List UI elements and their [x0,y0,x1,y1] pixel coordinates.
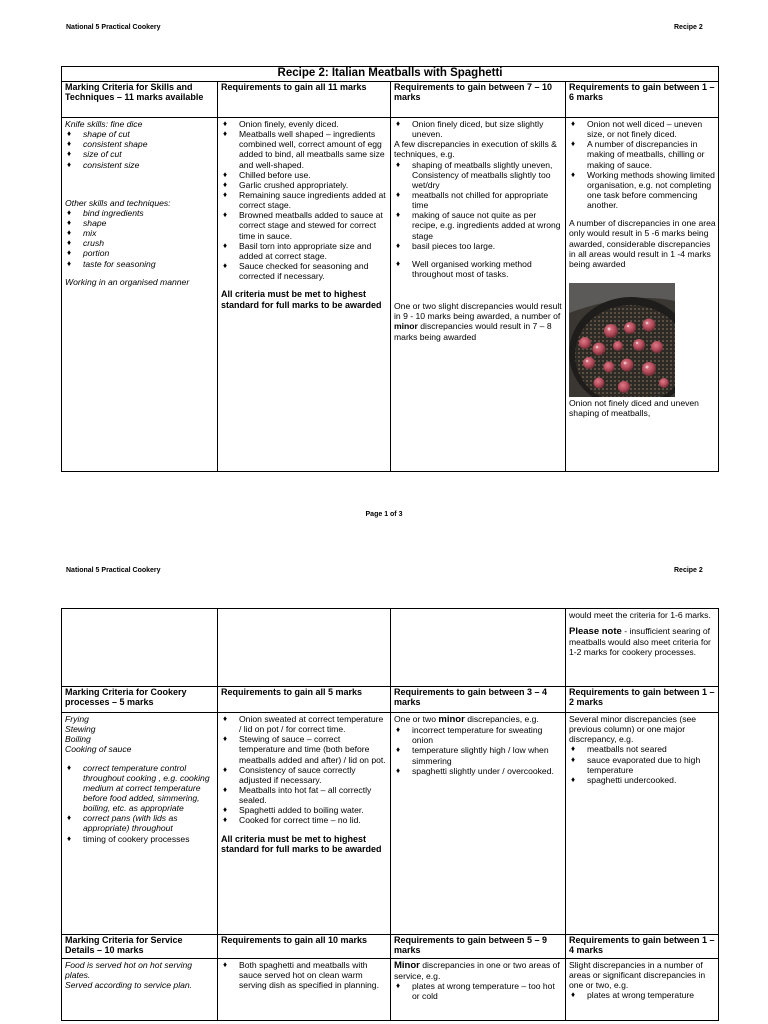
list-item: ♦ making of sauce not quite as per recipe, e.g. ingredients added at wrong stage [394,210,562,240]
cook-header-mid-marks: Requirements to gain between 3 – 4 marks [391,687,566,713]
list-item: ♦ temperature slightly high / low when simmering [394,745,562,765]
mid-intro: A few discrepancies in execution of skills & techniques, e.g. [394,139,557,160]
cook-mid-intro-a: One or two [394,714,439,724]
page-header-right-2: Recipe 2 [674,567,703,574]
cook-header-criteria: Marking Criteria for Cookery processes – 5 marks [62,687,218,713]
service-line: Served according to service plan. [65,980,193,991]
mid-summary [394,301,562,342]
cook-mid-intro [394,714,562,725]
mid-marks-cell [391,118,566,472]
cont-text: would meet the criteria for 1-6 marks. [569,610,711,620]
list-item: ♦ Garlic crushed appropriately. [221,180,387,190]
list-item: ♦ spaghetti slightly under / overcooked. [394,766,562,776]
service-header-all-marks: Requirements to gain all 10 marks [218,935,391,959]
all-marks-cell [218,118,391,472]
cook-all-marks-cell [218,713,391,935]
service-all-marks-cell [218,959,391,1021]
service-low-marks-cell [566,959,719,1021]
cook-line: Cooking of sauce [65,744,132,755]
please-note [569,626,715,657]
service-mid-intro [394,960,562,981]
service-criteria-cell [62,959,218,1021]
list-item: ♦ Stewing of sauce – correct temperature and time (both before meatballs added and after) / lid on pot. [221,734,387,764]
cook-line: Frying [65,714,89,724]
cook-low-list [569,744,715,785]
service-mid-list [394,981,562,1001]
list-item: ♦ plates at wrong temperature – too hot or cold [394,981,562,1001]
page-footer: Page 1 of 3 [365,511,403,518]
please-note-text: - insufficient searing of meatballs would also meet criteria for 1-2 marks for cookery processes. [569,626,711,658]
mid-summary-minor: minor [394,321,418,332]
list-item: ♦ Meatballs into hot fat – all correctly sealed. [221,785,387,805]
all-marks-list [221,119,387,281]
cont-blank-2 [218,609,391,687]
col-header-low-marks: Requirements to gain between 1 – 6 marks [566,82,719,118]
list-item: ♦ timing of cookery processes [65,834,214,844]
cook-line: Stewing [65,724,96,735]
mid-summary-a: One or two slight discrepancies would result in 9 - 10 marks being awarded, a number of [394,301,562,322]
cook-mid-intro-b: discrepancies, e.g. [464,714,539,724]
list-item: ♦ basil pieces too large. [394,241,562,251]
list-item: ♦ spaghetti undercooked. [569,775,715,785]
list-item: ♦ correct temperature control throughout cooking , e.g. cooking medium at correct temperature before food added, simmering, boiling, etc. as appropriate [65,763,214,814]
list-item: ♦ portion [65,248,214,258]
list-item: ♦ correct pans (with lids as appropriate) throughout [65,813,214,833]
knife-skills-label: Knife skills: fine dice [65,119,143,129]
cook-line: Boiling [65,734,91,745]
service-all-list [221,960,387,990]
list-item: ♦ Browned meatballs added to sauce at correct stage and stewed for correct time in sauce. [221,210,387,240]
cont-blank-1 [62,609,218,687]
list-item: ♦ Cooked for correct time – no lid. [221,815,387,825]
please-note-label: Please note [569,626,622,638]
low-summary: A number of discrepancies in one area only would result in 5 -6 marks being awarded, considerable discrepancies in all areas would result in 1 -4 marks being awarded [569,218,716,269]
list-item: ♦ Well organised working method throughout most of tasks. [394,259,562,279]
list-item: ♦ crush [65,238,214,248]
list-item: ♦ shape of cut [65,129,214,139]
list-item: ♦ Onion not well diced – uneven size, or not finely diced. [569,119,716,139]
knife-skills-list [65,129,214,170]
page-header-left: National 5 Practical Cookery [66,24,161,31]
cook-mid-list [394,725,562,776]
organised-manner-label: Working in an organised manner [65,276,190,287]
list-item: ♦ shaping of meatballs slightly uneven, Consistency of meatballs slightly too wet/dry [394,160,562,190]
service-header-criteria: Marking Criteria for Service Details – 10 marks [62,935,218,959]
service-header-low-marks: Requirements to gain between 1 – 4 marks [566,935,719,959]
list-item: ♦ plates at wrong temperature [569,990,715,1000]
list-item: ♦ Remaining sauce ingredients added at correct stage. [221,190,387,210]
list-item: ♦ taste for seasoning [65,259,214,269]
service-line: Food is served hot on hot serving plates. [65,960,193,981]
list-item: ♦ shape [65,218,214,228]
list-item: ♦ Basil torn into appropriate size and added at correct stage. [221,241,387,261]
recipe-title: Recipe 2: Italian Meatballs with Spaghetti [62,67,719,82]
other-skills-label: Other skills and techniques: [65,197,171,208]
meatballs-pan-photo [569,283,675,397]
mid-marks-list [394,160,562,251]
list-item: ♦ Chilled before use. [221,170,387,180]
cont-cell [566,609,719,687]
cookery-service-table [61,608,719,1021]
other-skills-list [65,208,214,269]
service-mid-minor: Minor [394,960,420,971]
list-item: ♦ meatballs not chilled for appropriate time [394,190,562,210]
list-item: ♦ consistent shape [65,139,214,149]
low-marks-list [569,119,716,210]
service-header-mid-marks: Requirements to gain between 5 – 9 marks [391,935,566,959]
page-header-left-2: National 5 Practical Cookery [66,567,161,574]
cook-low-marks-cell [566,713,719,935]
service-low-list [569,990,715,1000]
list-item: ♦ Onion finely diced, but size slightly uneven. [394,119,562,139]
mid-first-list [394,119,562,139]
cook-all-marks-list [221,714,387,826]
col-header-mid-marks: Requirements to gain between 7 – 10 marks [391,82,566,118]
list-item: ♦ consistent size [65,160,214,170]
list-item: ♦ incorrect temperature for sweating onion [394,725,562,745]
list-item: ♦ A number of discrepancies in making of meatballs, chilling or making of sauce. [569,139,716,169]
photo-caption: Onion not finely diced and uneven shaping of meatballs, [569,397,699,419]
cook-criteria-list [65,763,214,834]
all-criteria-note: All criteria must be met to highest standard for full marks to be awarded [221,289,382,310]
list-item: ♦ Both spaghetti and meatballs with sauce served hot on clean warm serving dish as specified in planning. [221,960,387,990]
list-item: ♦ Meatballs well shaped – ingredients combined well, correct amount of egg added to bind, all meatballs same size and well-shaped. [221,129,387,170]
list-item: ♦ Spaghetti added to boiling water. [221,805,387,815]
service-low-intro: Slight discrepancies in a number of areas or significant discrepancies in one or two, e.g. [569,960,706,991]
list-item: ♦ Onion finely, evenly diced. [221,119,387,129]
list-item: ♦ Consistency of sauce correctly adjusted if necessary. [221,765,387,785]
cont-blank-3 [391,609,566,687]
cook-low-intro: Several minor discrepancies (see previous column) or one major discrepancy, e.g. [569,714,697,745]
list-item: ♦ meatballs not seared [569,744,715,754]
cook-all-criteria-note: All criteria must be met to highest standard for full marks to be awarded [221,833,382,855]
service-mid-marks-cell [391,959,566,1021]
list-item: ♦ sauce evaporated due to high temperature [569,755,715,775]
list-item: ♦ Sauce checked for seasoning and corrected if necessary. [221,261,387,281]
list-item: ♦ Onion sweated at correct temperature / lid on pot / for correct time. [221,714,387,734]
list-item: ♦ bind ingredients [65,208,214,218]
page-header-right: Recipe 2 [674,24,703,31]
mid-summary-b: discrepancies would result in 7 – 8 marks being awarded [394,321,552,342]
skills-techniques-table [61,66,719,472]
cook-mid-marks-cell [391,713,566,935]
service-mid-intro-b: discrepancies in one or two areas of service, e.g. [394,960,560,982]
cook-header-all-marks: Requirements to gain all 5 marks [218,687,391,713]
cook-criteria-cell [62,713,218,935]
col-header-all-marks: Requirements to gain all 11 marks [218,82,391,118]
list-item: ♦ Working methods showing limited organisation, e.g. not completing one task before commencing another. [569,170,716,211]
cook-header-low-marks: Requirements to gain between 1 – 2 marks [566,687,719,713]
criteria-skills-cell [62,118,218,472]
list-item: ♦ mix [65,228,214,238]
col-header-criteria: Marking Criteria for Skills and Techniques – 11 marks available [62,82,218,118]
cook-mid-intro-minor: minor [438,714,465,725]
low-marks-cell [566,118,719,472]
mid-organised-list [394,259,562,279]
cook-timing-list [65,834,214,844]
list-item: ♦ size of cut [65,149,214,159]
